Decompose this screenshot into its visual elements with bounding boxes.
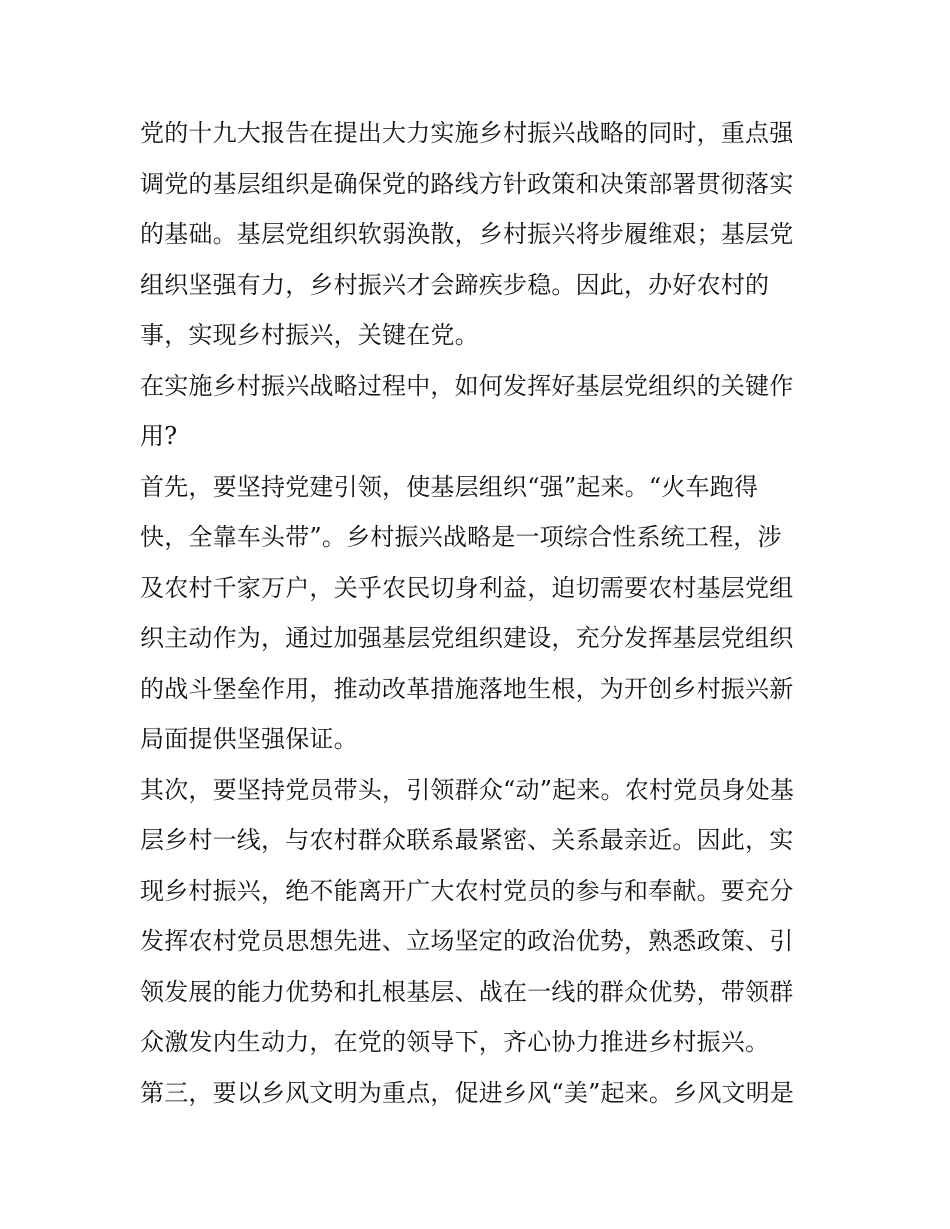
text-line-9: 快，全靠车头带”。乡村振兴战略是一项综合性系统工程，涉 [140,523,782,551]
text-line-7: 用? [140,422,178,450]
text-line-18: 领发展的能力优势和扎根基层、战在一线的群众优势，带领群 [140,977,794,1006]
text-line-5: 事，实现乡村振兴，关键在党。 [140,321,479,349]
text-line-19: 众激发内生动力，在党的领导下，齐心协力推进乡村振兴。 [140,1028,770,1056]
text-line-6: 在实施乡村振兴战略过程中，如何发挥好基层党组织的关键作 [140,371,794,400]
text-line-1: 党的十九大报告在提出大力实施乡村振兴战略的同时，重点强 [140,119,794,147]
text-line-11: 织主动作为，通过加强基层党组织建设，充分发挥基层党组织 [140,624,794,652]
text-line-12: 的战斗堡垒作用，推动改革措施落地生根，为开创乡村振兴新 [140,674,794,703]
text-line-8: 首先，要坚持党建引领，使基层组织“强”起来。“火车跑得 [140,472,759,501]
text-line-13: 局面提供坚强保证。 [140,725,358,753]
document-body [140,108,812,1118]
text-line-15: 层乡村一线，与农村群众联系最紧密、关系最亲近。因此，实 [140,826,794,854]
text-line-10: 及农村千家万户，关乎农民切身利益，迫切需要农村基层党组 [140,573,794,602]
text-line-3: 的基础。基层党组织软弱涣散，乡村振兴将步履维艰；基层党 [140,220,794,248]
text-line-14: 其次，要坚持党员带头，引领群众“动”起来。农村党员身处基 [140,775,795,804]
text-line-16: 现乡村振兴，绝不能离开广大农村党员的参与和奉献。要充分 [140,876,794,905]
text-line-20: 第三，要以乡风文明为重点，促进乡风“美”起来。乡风文明是 [140,1078,795,1107]
text-line-2: 调党的基层组织是确保党的路线方针政策和决策部署贯彻落实 [140,169,794,198]
text-line-17: 发挥农村党员思想先进、立场坚定的政治优势，熟悉政策、引 [140,927,794,955]
text-line-4: 组织坚强有力，乡村振兴才会蹄疾步稳。因此，办好农村的 [140,270,770,299]
